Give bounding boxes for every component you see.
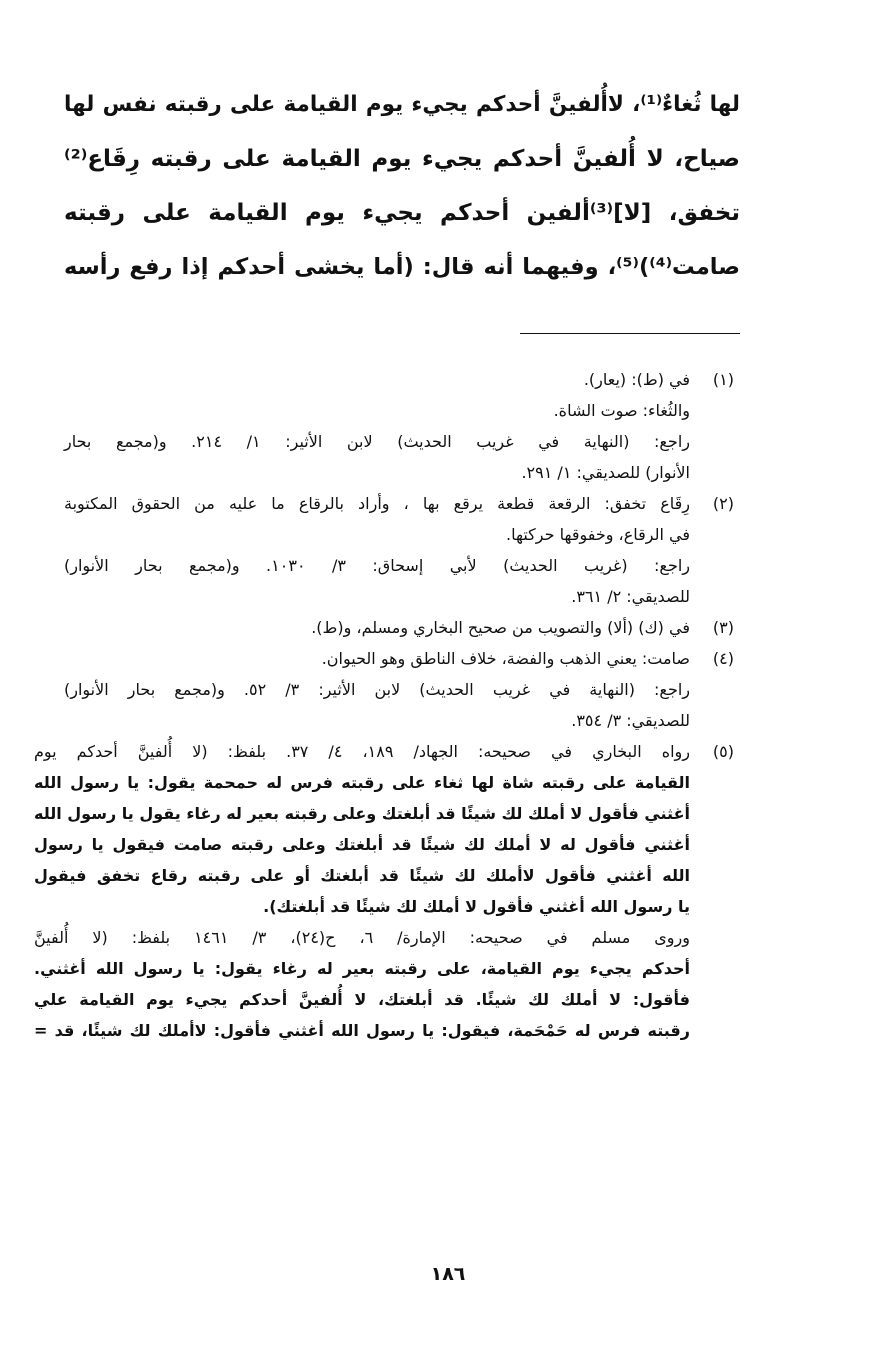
footnote-line: صامت: يعني الذهب والفضة، خلاف الناطق وهو الحيوان. (321, 649, 690, 668)
footnote-line: فأقول: لا أملك لك شيئًا. قد أبلغتك، لا أُلفينَّ أحدكم يجيء يوم القيامة علي (34, 990, 690, 1009)
footnote-line: أغثني فأقول لا أملك لك شيئًا قد أبلغتك وعلى رقبته بعير له رغاء يقول يا رسول الله (34, 804, 690, 823)
footnote-line: وروى مسلم في صحيحه: الإمارة/ ٦، ح(٢٤)، ٣/ ١٤٦١ بلفظ: (لا أُلفينَّ (34, 928, 690, 947)
footnote-2 (64, 488, 740, 612)
footnote-line: للصديقي: ٢/ ٣٦١. (571, 587, 690, 606)
footnote-number: (١) (712, 370, 734, 389)
footnote-separator (520, 333, 740, 334)
main-line: صامت⁽⁴⁾)⁽⁵⁾، وفيهما أنه قال: (أما يخشى أحدكم إذا رفع رأسه (64, 254, 740, 280)
footnote-number: (٤) (712, 649, 734, 668)
main-paragraph (64, 78, 740, 294)
main-line: لها ثُغاءٌ⁽¹⁾، لاأُلفينَّ أحدكم يجيء يوم القيامة على رقبته نفس لها (64, 92, 741, 117)
footnote-line: رقبته فرس له حَمْحَمة، فيقول: يا رسول الله أغثني فأقول: لاأملك لك شيئًا، قد = (34, 1021, 690, 1040)
footnote-3 (64, 612, 740, 643)
main-text-block (64, 78, 740, 294)
footnote-line: القيامة على رقبته شاة لها ثغاء على رقبته فرس له حمحمة يقول: يا رسول الله (34, 773, 690, 792)
footnote-number: (٢) (712, 494, 734, 513)
footnote-line: أحدكم يجيء يوم القيامة، على رقبته بعير له رغاء يقول: يا رسول الله أغثني. (34, 959, 690, 978)
main-line: صياح، لا أُلفينَّ أحدكم يجيء يوم القيامة على رقبته رِقَاع⁽²⁾ (64, 146, 740, 172)
footnote-body (64, 364, 690, 488)
footnote-line: راجع: (غريب الحديث) لأبي إسحاق: ٣/ ١٠٣٠. و(مجمع بحار الأنوار) (64, 556, 691, 575)
footnote-body (64, 612, 690, 643)
footnote-line: راجع: (النهاية في غريب الحديث) لابن الأثير: ١/ ٢١٤. و(مجمع بحار (64, 432, 690, 451)
page-number: ١٨٦ (430, 1263, 466, 1285)
footnote-4 (64, 643, 740, 736)
footnote-line: أغثني فأقول له لا أملك لك شيئًا قد أبلغتك وعلى رقبته صامت فيقول يا رسول (34, 835, 690, 854)
footnote-line: يا رسول الله أغثني فأقول لا أملك لك شيئًا قد أبلغتك). (263, 897, 690, 916)
footnote-line: رواه البخاري في صحيحه: الجهاد/ ١٨٩، ٤/ ٣٧. بلفظ: (لا أُلفينَّ أحدكم يوم (34, 742, 691, 761)
footnote-line: والثُغاء: صوت الشاة. (553, 401, 690, 420)
footnote-1 (64, 364, 740, 488)
footnote-line: رِقَاع تخفق: الرقعة قطعة يرقع بها ، وأراد بالرقاع ما عليه من الحقوق المكتوبة (64, 494, 690, 513)
footnote-line: للصديقي: ٣/ ٣٥٤. (571, 711, 690, 730)
footnote-body (64, 643, 690, 736)
main-line: تخفق، [لا]⁽³⁾ألفين أحدكم يجيء يوم القيامة على رقبته (64, 200, 740, 226)
footnote-line: راجع: (النهاية في غريب الحديث) لابن الأثير: ٣/ ٥٢. و(مجمع بحار الأنوار) (64, 680, 691, 699)
footnote-body (34, 736, 690, 1046)
footnote-number: (٥) (712, 742, 734, 761)
footnote-line: في الرقاع، وخفوقها حركتها. (506, 525, 690, 544)
footnote-number: (٣) (712, 618, 734, 637)
footnote-5 (34, 736, 740, 1046)
footnotes-section (34, 364, 740, 1046)
footnote-body (64, 488, 690, 612)
footnote-line: الله أغثني فأقول لاأملك لك شيئًا قد أبلغتك أو على رقبته رقاع تخفق فيقول (34, 866, 690, 885)
footnote-line: في (ك) (ألا) والتصويب من صحيح البخاري ومسلم، و(ط). (311, 618, 690, 637)
footnote-line: في (ط): (يعار). (583, 370, 690, 389)
footnote-line: الأنوار) للصديقي: ١/ ٢٩١. (521, 463, 690, 482)
